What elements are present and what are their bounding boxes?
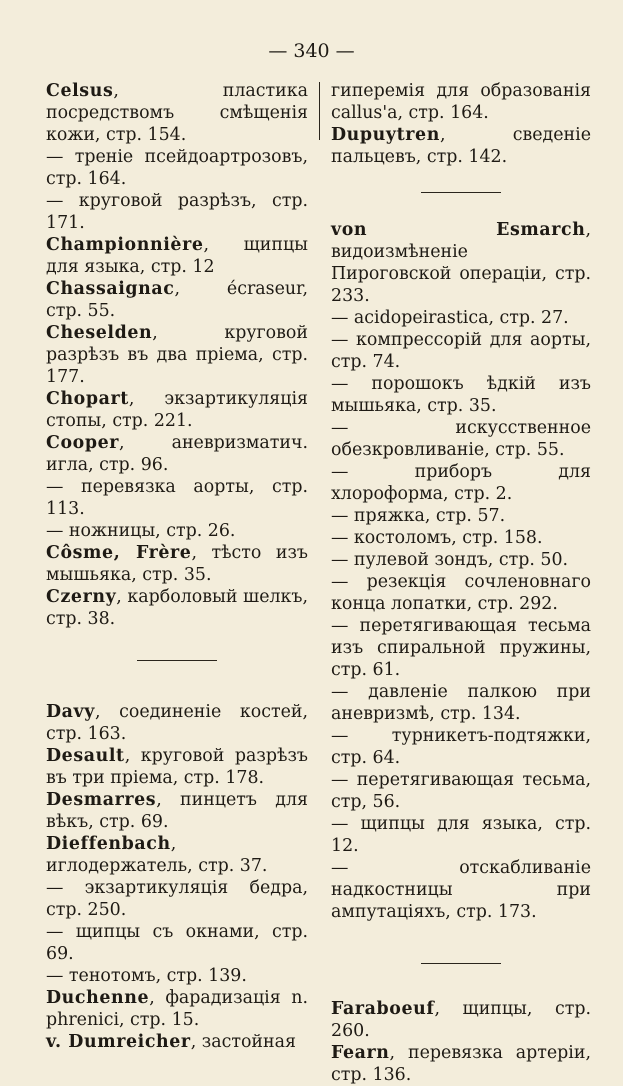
entry-text: — треніе псейдоартрозовъ, стр. 164.	[46, 147, 308, 189]
entry-text: — резекція сочленовнаго конца лопатки, стр. 292.	[331, 572, 591, 614]
entry-name: Davy	[46, 702, 95, 722]
index-entry	[331, 373, 591, 417]
index-group-d	[46, 701, 308, 1053]
index-entry	[331, 725, 591, 769]
entry-text: , фарадизація n. phrenici, стр. 15.	[46, 988, 308, 1030]
entry-text: — круговой разрѣзъ, стр. 171.	[46, 191, 308, 233]
entry-text: , сведеніе пальцевъ, стр. 142.	[331, 125, 591, 167]
entry-text: — турникетъ-подтяжки, стр. 64.	[331, 726, 591, 768]
entry-text: — тенотомъ, стр. 139.	[46, 966, 247, 986]
entry-name: Cooper	[46, 433, 120, 453]
entry-name: Faraboeuf	[331, 999, 435, 1019]
entry-text: — перетягивающая тесьма, стр, 56.	[331, 770, 591, 812]
section-separator	[137, 660, 217, 661]
entry-text: , карболовый шелкъ, стр. 38.	[46, 587, 308, 629]
index-entry	[46, 877, 308, 921]
index-entry	[331, 80, 591, 124]
entry-name: v. Dumreicher	[46, 1032, 191, 1052]
entry-text: , круговой разрѣзъ въ два пріема, стр. 177.	[46, 323, 308, 387]
entry-text: , соединеніе костей, стр. 163.	[46, 702, 308, 744]
index-entry	[46, 388, 308, 432]
index-entry	[331, 1042, 591, 1086]
entry-name: Fearn	[331, 1043, 390, 1063]
entry-name: Duchenne	[46, 988, 150, 1008]
entry-text: , видоизмѣненіе Пироговской операціи, стр. 233.	[331, 220, 591, 306]
entry-text: , écraseur, стр. 55.	[46, 279, 308, 321]
entry-text: — отскабливаніе надкостницы при ампутаціяхъ, стр. 173.	[331, 858, 591, 922]
index-entry	[46, 987, 308, 1031]
index-entry	[331, 219, 591, 307]
index-entry	[46, 146, 308, 190]
entry-text: — ножницы, стр. 26.	[46, 521, 236, 541]
index-entry	[46, 745, 308, 789]
index-entry	[46, 542, 308, 586]
entry-name: Czerny	[46, 587, 117, 607]
entry-text: — порошокъ ѣдкій изъ мышьяка, стр. 35.	[331, 374, 591, 416]
index-entry	[331, 571, 591, 615]
entry-text: , экзартикуляція стопы, стр. 221.	[46, 389, 308, 431]
entry-name: Championnière	[46, 235, 204, 255]
section-separator	[421, 963, 501, 964]
index-entry	[46, 701, 308, 745]
index-entry	[46, 476, 308, 520]
entry-text: — искусственное обезкровливаніе, стр. 55.	[331, 418, 591, 460]
index-entry	[46, 80, 308, 146]
entry-name: Desmarres	[46, 790, 157, 810]
index-entry	[331, 329, 591, 373]
index-entry	[331, 769, 591, 813]
entry-text: , щипцы для языка, стр. 12	[46, 235, 308, 277]
index-entry	[46, 432, 308, 476]
entry-text: , иглодержатель, стр. 37.	[46, 834, 268, 876]
index-entry	[331, 527, 591, 549]
entry-name: Dupuytren	[331, 125, 440, 145]
entry-text: , пластика посредствомъ смѣщенія кожи, стр. 154.	[46, 81, 308, 145]
entry-name: Chassaignac	[46, 279, 175, 299]
entry-text: , тѣсто изъ мышьяка, стр. 35.	[46, 543, 308, 585]
index-entry	[331, 549, 591, 571]
section-separator	[421, 192, 501, 193]
index-entry	[331, 461, 591, 505]
entry-name: Desault	[46, 746, 125, 766]
entry-text: — пулевой зондъ, стр. 50.	[331, 550, 569, 570]
index-group-e	[331, 219, 591, 923]
index-entry	[331, 615, 591, 681]
index-entry	[46, 190, 308, 234]
entry-text: , пинцетъ для вѣкъ, стр. 69.	[46, 790, 308, 832]
index-group-d-continued	[331, 80, 591, 168]
right-column	[331, 80, 591, 1086]
entry-name: Celsus	[46, 81, 114, 101]
index-entry	[331, 998, 591, 1042]
index-entry	[46, 234, 308, 278]
index-group-c	[46, 80, 308, 630]
entry-text: , перевязка артеріи, стр. 136.	[331, 1043, 591, 1085]
entry-name: Cheselden	[46, 323, 153, 343]
page-number: — 340 —	[268, 40, 355, 62]
entry-text: , аневризматич. игла, стр. 96.	[46, 433, 308, 475]
entry-text: — acidopeirastica, стр. 27.	[331, 308, 569, 328]
index-entry	[46, 1031, 308, 1053]
index-entry	[46, 833, 308, 877]
entry-text: , круговой разрѣзъ въ три пріема, стр. 178.	[46, 746, 308, 788]
entry-text: — приборъ для хлороформа, стр. 2.	[331, 462, 591, 504]
entry-text: — давленіе палкою при аневризмѣ, стр. 134.	[331, 682, 591, 724]
entry-text: — перевязка аорты, стр. 113.	[46, 477, 308, 519]
index-entry	[46, 789, 308, 833]
entry-text: — щипцы для языка, стр. 12.	[331, 814, 591, 856]
entry-text: — пряжка, стр. 57.	[331, 506, 506, 526]
index-entry	[331, 307, 591, 329]
entry-text: — экзартикуляція бедра, стр. 250.	[46, 878, 308, 920]
index-group-f	[331, 998, 591, 1086]
index-entry	[331, 681, 591, 725]
entry-text: , застойная	[190, 1032, 296, 1052]
entry-name: Côsme, Frère	[46, 543, 192, 563]
index-entry	[46, 278, 308, 322]
entry-text: — костоломъ, стр. 158.	[331, 528, 543, 548]
entry-name: von Esmarch	[331, 220, 586, 240]
entry-text: — щипцы съ окнами, стр. 69.	[46, 922, 308, 964]
index-entry	[46, 586, 308, 630]
entry-text: гиперемія для образованія callus'a, стр. 164.	[331, 81, 591, 123]
index-entry	[46, 965, 308, 987]
entry-text: — компрессорій для аорты, стр. 74.	[331, 330, 591, 372]
entry-name: Dieffenbach	[46, 834, 171, 854]
index-entry	[331, 505, 591, 527]
index-entry	[331, 857, 591, 923]
index-entry	[46, 322, 308, 388]
entry-text: , щипцы, стр. 260.	[331, 999, 591, 1041]
entry-name: Chopart	[46, 389, 129, 409]
index-entry	[331, 417, 591, 461]
index-entry	[46, 921, 308, 965]
column-rule	[319, 82, 320, 140]
index-entry	[46, 520, 308, 542]
index-entry	[331, 124, 591, 168]
index-entry	[331, 813, 591, 857]
entry-text: — перетягивающая тесьма изъ спиральной пружины, стр. 61.	[331, 616, 591, 680]
left-column	[46, 80, 308, 1053]
